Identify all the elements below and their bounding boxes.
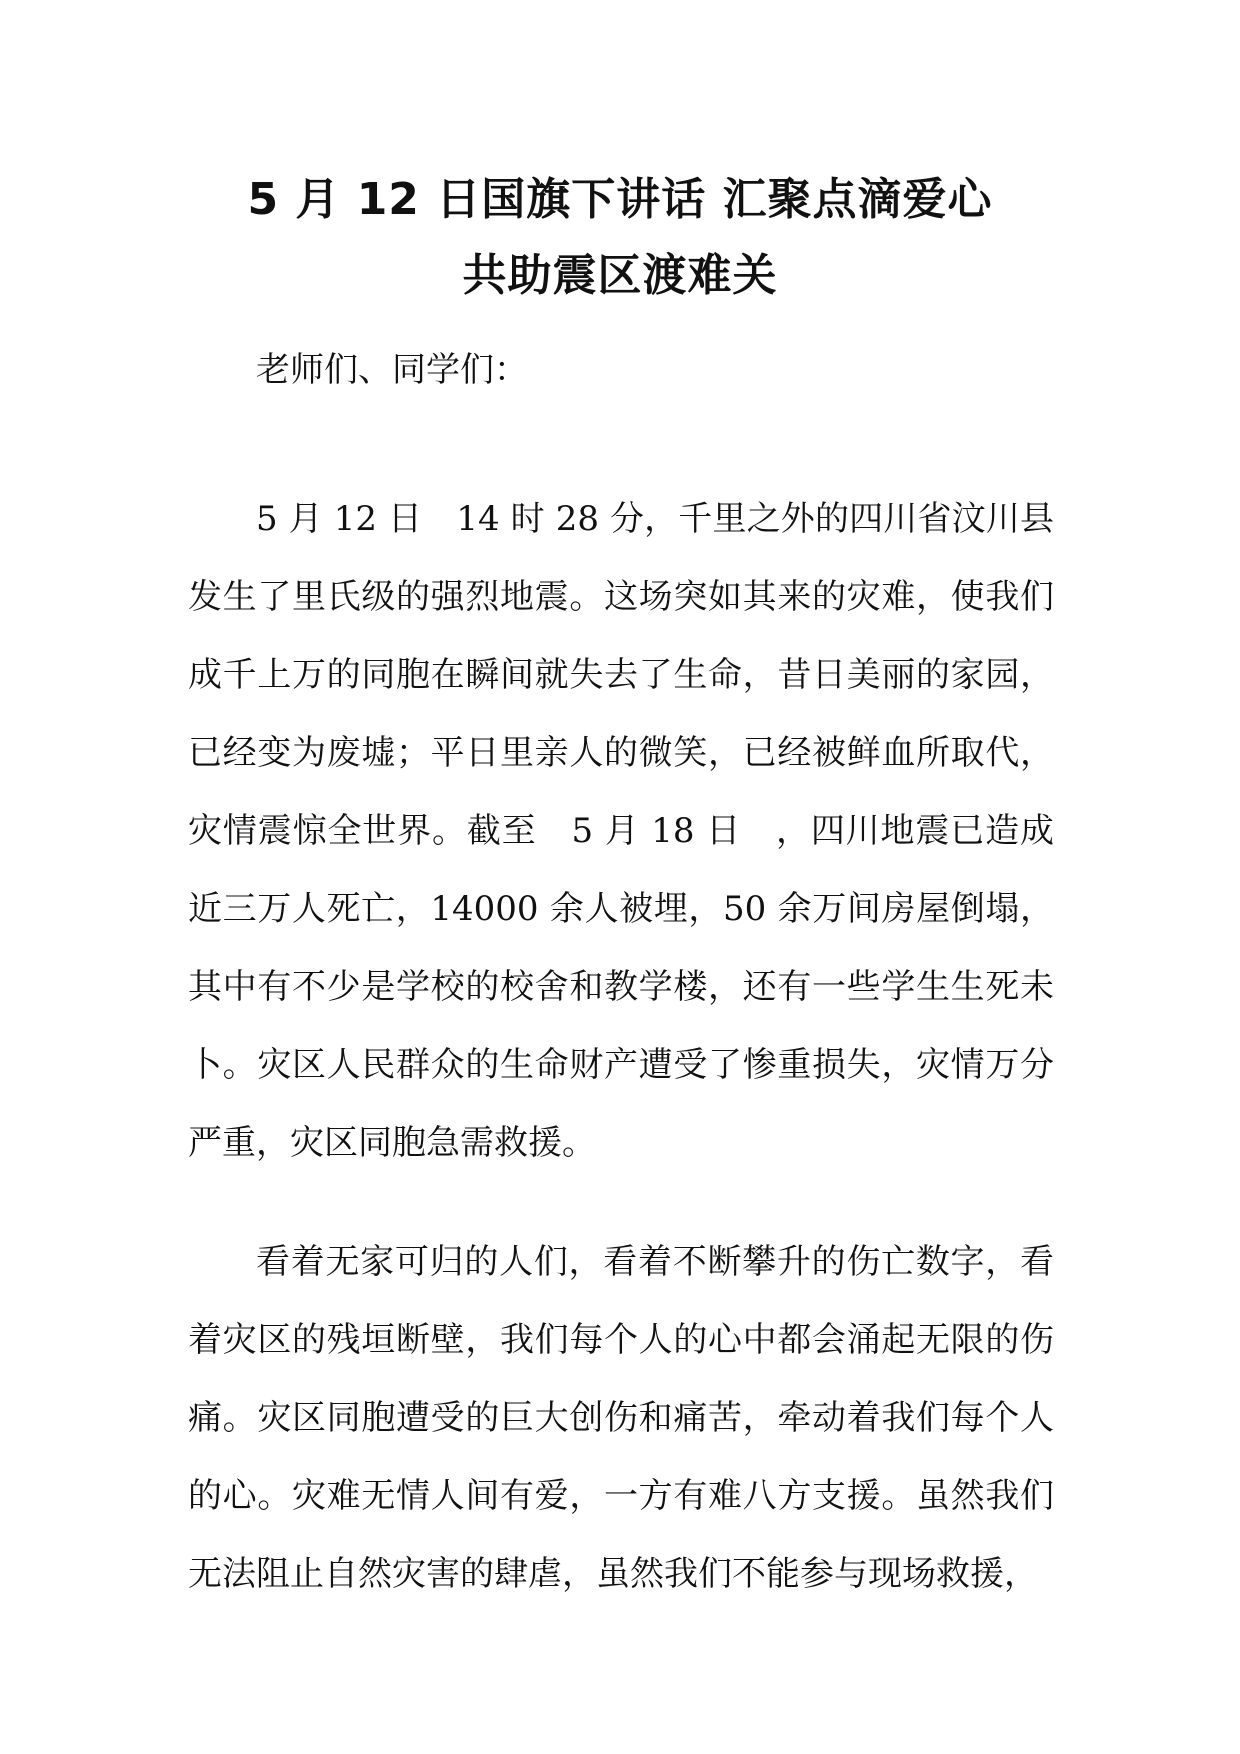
paragraph-2: 看着无家可归的人们，看着不断攀升的伤亡数字，看着灾区的残垣断壁，我们每个人的心中都会涌起无限的伤痛。灾区同胞遭受的巨大创伤和痛苦，牵动着我们每个人的心。灾难无情人间有爱，一方有难八方支援。虽然我们无法阻止自然灾害的肆虐，虽然我们不能参与现场救援， — [188, 1242, 1054, 1594]
document-title-line-1: 5 月 12 日国旗下讲话 汇聚点滴爱心 — [247, 174, 993, 225]
document-title-line-2: 共助震区渡难关 — [462, 250, 778, 301]
salutation: 老师们、同学们： — [256, 350, 528, 390]
paragraph-1: 5 月 12 日 14 时 28 分，千里之外的四川省汶川县发生了里氏级的强烈地震。这场突如其来的灾难，使我们成千上万的同胞在瞬间就失去了生命，昔日美丽的家园，已经变为废墟；平日里亲人的微笑，已经被鲜血所取代，灾情震惊全世界。截至 5 月 18 日 ，四川地震已造成近三万人死亡，14000 余人被埋，50 余万间房屋倒塌，其中有不少是学校的校舍和教学楼，还有一些学生生死未卜。灾区人民群众的生命财产遭受了惨重损失，灾情万分严重，灾区同胞急需救援。 — [188, 499, 1054, 1163]
